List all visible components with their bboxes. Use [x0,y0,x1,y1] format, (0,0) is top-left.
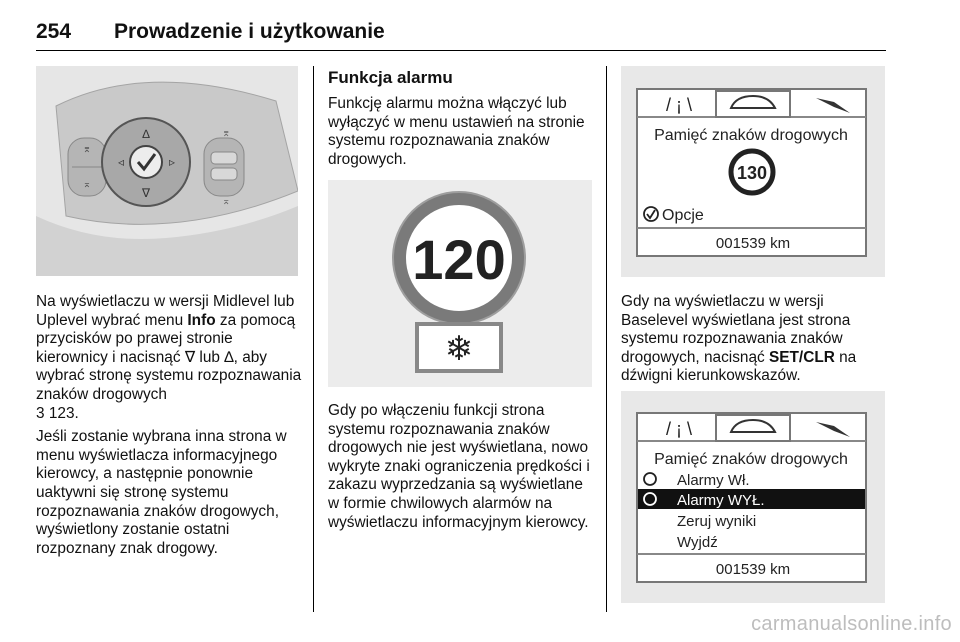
speed-limit-alarm-illustration [328,180,592,387]
lane-assist-icon: / ¡ \ [666,419,692,439]
svg-text:⌅: ⌅ [82,179,92,190]
options-item: Opcje [662,207,704,224]
page-title: Prowadzenie i użytkowanie [114,20,385,43]
column-divider [606,66,607,612]
svg-text:∆: ∆ [142,127,150,141]
speed-limit-value: 130 [736,163,768,183]
menu-item-alarm-off: Alarmy WYŁ. [677,492,765,509]
display-title: Pamięć znaków drogowych [654,451,848,468]
odometer: 001539 km [715,561,791,578]
lane-assist-icon: / ¡ \ [666,95,692,115]
column-1-text [36,293,302,563]
column-divider [313,66,314,612]
odometer: 001539 km [715,235,791,252]
menu-item-exit: Wyjdź [677,534,718,551]
svg-text:⌅: ⌅ [222,196,231,207]
section-heading: Funkcja alarmu [328,68,453,87]
watermark: carmanualsonline.info [751,613,952,635]
paragraph: Na wyświetlaczu w wersji Midlevel lub Uplevel wybrać menu Info za pomocą przycisków po prawej stronie kierownicy i nacisnąć ∇ lub ∆, aby wybrać stronę systemu rozpoznawania znaków drogowych 3 123. [36,293,302,422]
menu-item-alarm-on: Alarmy Wł. [677,472,750,489]
svg-text:▹: ▹ [168,155,176,169]
page-header [36,0,886,51]
paragraph: Gdy po włączeniu funkcji strona systemu rozpoznawania znaków drogowych nie jest wyświetlana, nowo wykryte znaki ograniczenia prędkości i zakazu wyprzedzania są wyświetlane w formie chwilowych alarmów na wyświetlaczu informacyjnym kierowcy. [328,402,590,531]
page-reference: 3 123. [36,404,79,422]
display-title: Pamięć znaków drogowych [654,127,848,144]
svg-text:∇: ∇ [141,186,151,200]
traffic-sign-memory-display [621,66,885,277]
paragraph: Gdy na wyświetlaczu w wersji Baselevel wyświetlana jest strona systemu rozpoznawania znaków drogowych, nacisnąć SET/CLR na dźwigni kierunkowskazów. [621,293,857,385]
svg-text:⌆: ⌆ [222,128,231,139]
steering-wheel-illustration [36,66,298,276]
alarm-settings-display [621,391,885,603]
paragraph: Jeśli zostanie wybrana inna strona w menu wyświetlacza informacyjnego kierowcy, a następnie ponownie uaktywni się stronę systemu rozpoznawania znaków drogowych, wyświetlony zostanie ostatni rozpoznany znak drogowy. [36,428,287,557]
menu-item-reset: Zeruj wyniki [677,513,757,530]
snowflake-icon: ❄ [444,330,474,368]
page-number: 254 [36,20,72,43]
paragraph: Funkcję alarmu można włączyć lub wyłączyć w menu ustawień na stronie systemu rozpoznawania znaków drogowych. [328,95,585,168]
svg-text:◃: ◃ [117,155,125,169]
speed-limit-value: 120 [412,228,506,291]
svg-text:⌆: ⌆ [82,144,92,155]
